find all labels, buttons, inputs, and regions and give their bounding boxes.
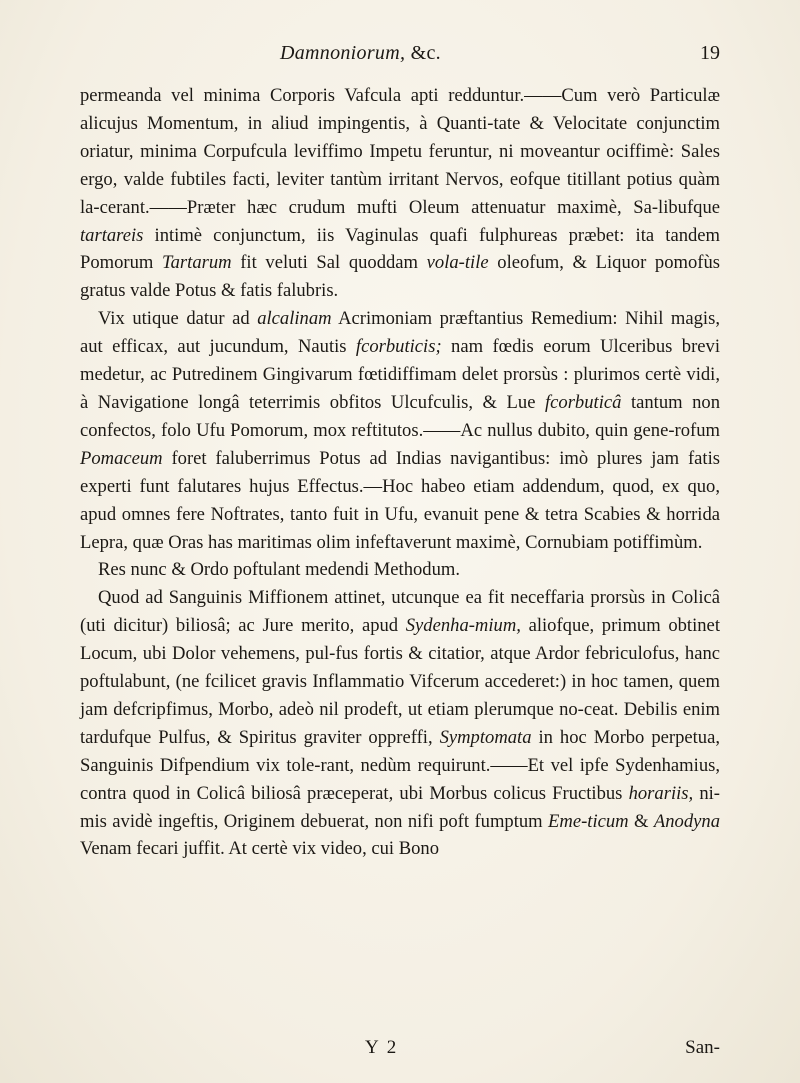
text-run: Vix utique datur ad — [98, 308, 258, 330]
page-footer — [80, 1037, 720, 1067]
running-head — [280, 42, 441, 65]
text-run: intimè conjunctum, iis Vaginulas quafi fulphureas præbet: ita tandem Pomorum — [80, 224, 720, 274]
paragraph-1 — [80, 82, 720, 305]
text-run: nam fœdis eorum Ulceribus brevi medetur, ac Putredinem Gingivarum fœtidiffimam delet prorsùs : plurimos certè vidi, à Navigatione longâ teterrimis obfitos Ulcufculis, & Lue — [80, 336, 720, 413]
italic-run: fcorbuticâ — [544, 391, 622, 413]
text-run: tantum non confectos, folo Ufu Pomorum, mox reftitutos.——Ac nullus dubito, quin gene-rofum — [80, 391, 720, 441]
text-run: oleofum, & Liquor pomofùs gratus valde Potus & fatis falubris. — [80, 252, 720, 302]
italic-run: Pomaceum — [80, 447, 163, 469]
page-header — [80, 38, 720, 74]
signature-mark: Y 2 — [365, 1037, 399, 1058]
italic-run: horariis, — [628, 782, 694, 804]
catchword: San- — [685, 1037, 720, 1058]
paragraph-2 — [80, 305, 720, 556]
italic-run: fcorbuticis; — [355, 336, 442, 358]
text-run: Venam fecari juffit. At certè vix video, cui Bono — [80, 838, 440, 860]
text-run: aliofque, primum obtinet Locum, ubi Dolor vehemens, pul-fus fortis & citatior, atque Ardor febriculofus, hanc poftulabunt, (ne fcilicet gravis Inflammatio Vifcerum accederet:) in hoc tamen, quem jam defcripfimus, Morbo, adeò nil prodeft, ut etiam plerumque no-ceat. Debilis enim tardufque Pulfus, & Spiritus graviter oppreffi, — [80, 615, 720, 748]
text-run: ni-mis avidè ingeftis, Originem debuerat, non nifi poft fumptum — [80, 782, 720, 832]
text-run: Quod ad Sanguinis Miffionem attinet, utcunque ea fit neceffaria prorsùs in Colicâ (uti dicitur) biliosâ; ac Jure merito, apud — [80, 587, 720, 637]
page-body — [80, 82, 720, 863]
italic-run: vola-tile — [426, 252, 489, 274]
italic-run: Eme-ticum — [548, 810, 629, 832]
text-run: permeanda vel minima Corporis Vafcula apti redduntur.——Cum verò Particulæ alicujus Momentum, in aliud impingentis, à Quanti-tate & Velocitate conjunctim oriatur, minima Corpufcula leviffimo Impetu feruntur, ni moveantur ociffimè: Sales ergo, valde fubtiles facti, leviter tantùm irritant Nervos, eofque titillant potius quàm la-cerant.——Præter hæc crudum mufti Oleum attenuatur maximè, Sa-libufque — [80, 85, 720, 218]
italic-run: alcalinam — [257, 308, 332, 330]
paragraph-4 — [80, 584, 720, 863]
italic-run: Tartarum — [162, 252, 232, 274]
text-run: Res nunc & Ordo poftulant medendi Methodum. — [98, 559, 461, 581]
paragraph-3 — [80, 556, 720, 584]
italic-run: tartareis — [80, 224, 144, 246]
page-number: 19 — [700, 42, 720, 64]
italic-run: Sydenha-mium, — [405, 615, 521, 637]
running-head-title: Damnoniorum, — [280, 42, 406, 64]
text-run: in hoc Morbo perpetua, Sanguinis Difpendium vix tole-rant, nedùm requirunt.——Et vel ipfe Sydenhamius, contra quod in Colicâ biliosâ præceperat, ubi Morbus colicus Fructibus — [80, 726, 720, 804]
italic-run: Symptomata — [439, 726, 532, 748]
text-run: Acrimoniam præftantius Remedium: Nihil magis, aut efficax, aut jucundum, Nautis — [80, 308, 720, 358]
italic-run: Anodyna — [653, 810, 720, 832]
running-head-etc: &c. — [410, 42, 441, 64]
text-run: & — [628, 810, 654, 832]
text-run: foret faluberrimus Potus ad Indias navigantibus: imò plures jam fatis experti funt falutares hujus Effectus.—Hoc habeo etiam addendum, quod, ex quo, apud omnes fere Noftrates, tanto fuit in Ufu, evanuit pene & tetra Scabies & horrida Lepra, quæ Oras has maritimas olim infeftaverunt maximè, Cornubiam potiffimùm. — [80, 447, 720, 553]
text-run: fit veluti Sal quoddam — [231, 252, 427, 274]
